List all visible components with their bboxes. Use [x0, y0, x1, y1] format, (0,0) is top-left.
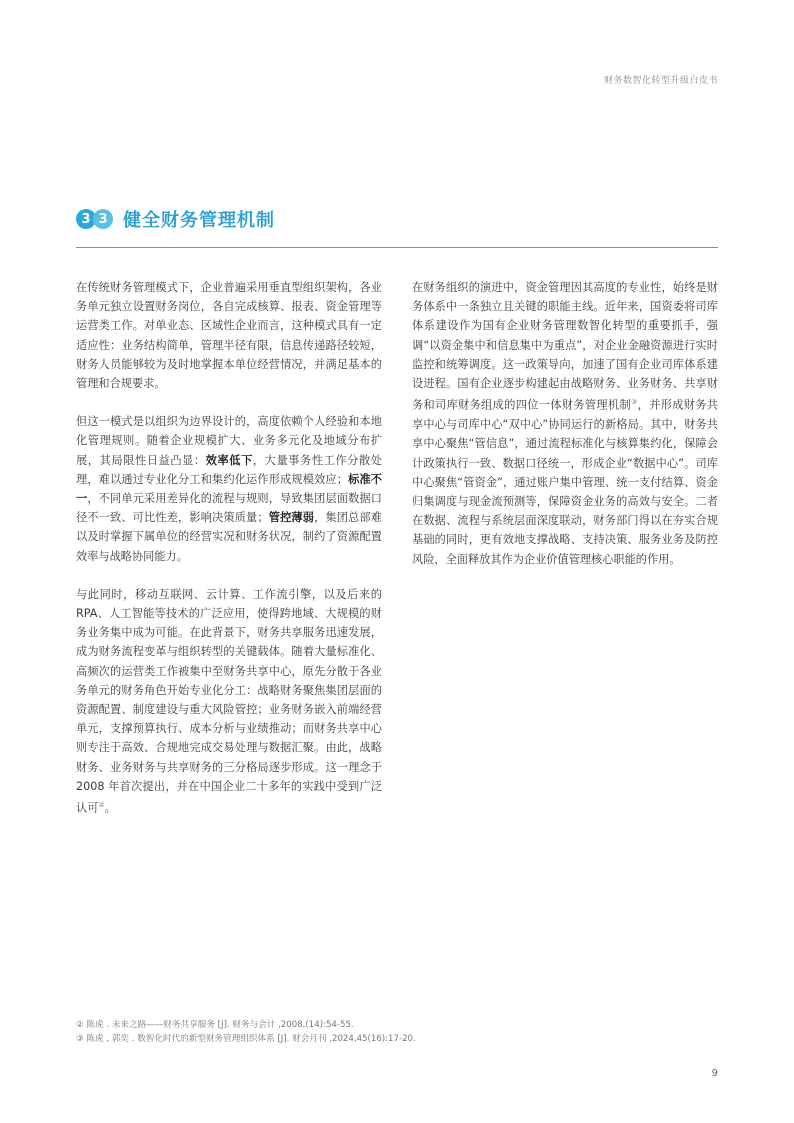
footnote: ③ 陈虎 , 郭奕 . 数智化时代的新型财务管理组织体系 [J]. 财会月刊 ,2024,45(16):17-20.: [76, 1034, 416, 1044]
left-column: [76, 278, 382, 837]
section-title: 健全财务管理机制: [123, 210, 275, 231]
text-run: ，大量事务性工作分散处理，难以通过专业化分工和集约化运作形成规模效应；: [76, 453, 382, 486]
running-header: 财务数智化转型升级白皮书: [603, 76, 718, 86]
footnote: ② 陈虎 . 未来之路——财务共享服务 [J]. 财务与会计 ,2008,(14):54-55.: [76, 1020, 354, 1030]
text-run: 与此同时，移动互联网、云计算、工作流引擎，以及后来的 RPA、人工智能等技术的广泛应用，使得跨地域、大规模的财务业务集中成为可能。在此背景下，财务共享服务迅速发展，成为财务流程变革与组织转型的关键载体。随着大量标准化、高频次的运营类工作被集中至财务共享中心，原先分散于各业务单元的财务角色开始专业化分工：战略财务聚焦集团层面的资源配置、制度建设与重大风险管控；业务财务嵌入前端经营单元，支撑预算执行、成本分析与业绩推动；而财务共享中心则专注于高效、合规地完成交易处理与数据汇聚。由此，战略财务、业务财务与共享财务的三分格局逐步形成。这一理念于 2008 年首次提出，并在中国企业二十多年的实践中受到广泛认可: [76, 587, 382, 815]
text-run: ，并形成财务共享中心与司库中心“双中心”协同运行的新格局。其中，财务共享中心聚焦“管信息”，通过流程标准化与核算集约化，保障会计政策执行一致、数据口径统一，形成企业“数据中心”。司库中心聚焦“管资金”，通过账户集中管理、统一支付结算、资金归集调度与现金流预测等，保障资金业务的高效与安全。二者在数据、流程与系统层面深度联动，财务部门得以在夯实合规基础的同时，更有效地支撑战略、支持决策、服务业务及防控风险，全面释放其作为企业价值管理核心职能的作用。: [412, 398, 718, 566]
footnotes: [76, 1018, 416, 1046]
footnote-ref: ②: [98, 801, 105, 810]
paragraph: [412, 278, 718, 569]
section-number-badge: 3: [76, 209, 96, 229]
text-run: ，不同单元采用差异化的流程与规则，导致集团层面数据口径不一致、可比性差，影响决策质量；: [76, 492, 382, 525]
text-run: 。: [104, 801, 116, 815]
subsection-number-badge: 3: [93, 209, 113, 229]
section-number: [76, 209, 113, 229]
bold-term: 标准不一: [76, 472, 382, 506]
paragraph: 在传统财务管理模式下，企业普遍采用垂直型组织架构，各业务单元独立设置财务岗位，各自完成核算、报表、资金管理等运营类工作。对单业态、区域性企业而言，这种模式具有一定适应性：业务结构简单，管理半径有限，信息传递路径较短，财务人员能够较为及时地掌握本单位经营情况，并满足基本的管理和合规要求。: [76, 281, 382, 391]
page-number: 9: [711, 1068, 718, 1079]
bold-term: 管控薄弱: [268, 511, 315, 525]
paragraph: [76, 585, 382, 818]
text-run: ，集团总部难以及时掌握下属单位的经营实况和财务状况，制约了资源配置效率与战略协同能力。: [76, 511, 382, 563]
paragraph: [76, 412, 382, 566]
section-heading: [76, 206, 275, 232]
text-run: 在财务组织的演进中，资金管理因其高度的专业性，始终是财务体系中一条独立且关键的职能主线。近年来，国资委将司库体系建设作为国有企业财务管理数智化转型的重要抓手，强调“以资金集中和信息集中为重点”，对企业金融资源进行实时监控和统筹调度。这一政策导向，加速了国有企业司库体系建设进程。国有企业逐步构建起由战略财务、业务财务、共享财务和司库财务组成的四位一体财务管理机制: [412, 281, 718, 412]
section-divider: [76, 247, 718, 248]
footnote-ref: ③: [631, 398, 638, 407]
text-run: 但这一模式是以组织为边界设计的，高度依赖个人经验和本地化管理规则。随着企业规模扩大、业务多元化及地域分布扩展，其局限性日益凸显：: [76, 415, 382, 467]
right-column: [412, 278, 718, 588]
bold-term: 效率低下: [205, 453, 253, 467]
